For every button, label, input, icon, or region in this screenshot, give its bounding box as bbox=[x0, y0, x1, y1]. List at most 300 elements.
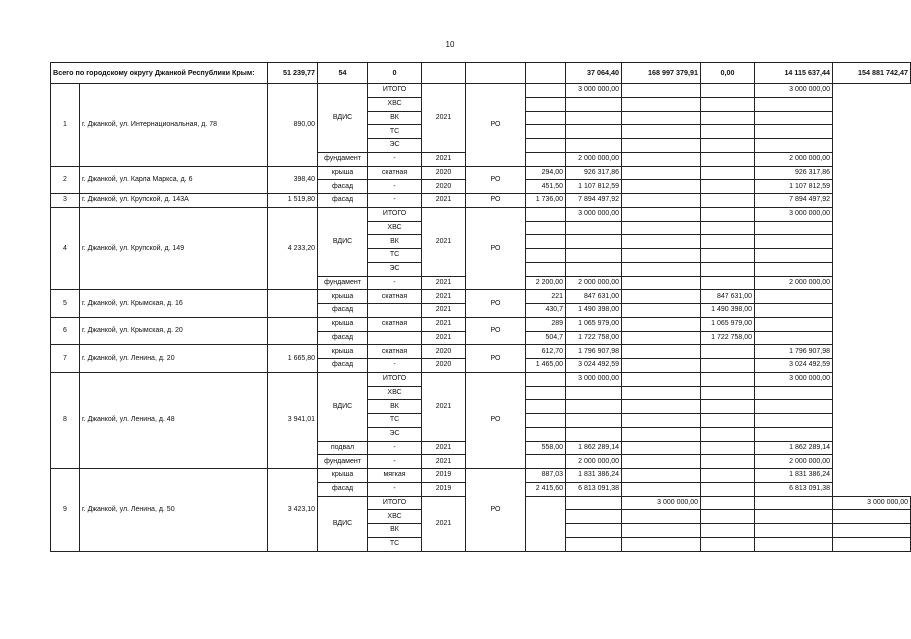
fund-3-cell bbox=[833, 537, 911, 551]
year-cell: 2021 bbox=[422, 331, 466, 345]
work-type-cell: фасад bbox=[318, 359, 368, 373]
qty-cell bbox=[526, 386, 566, 400]
fund-2-cell bbox=[701, 180, 755, 194]
fund-type-cell: РО bbox=[466, 207, 526, 290]
fund-1-cell bbox=[622, 139, 701, 153]
fund-1-cell bbox=[622, 372, 701, 386]
fund-2-cell bbox=[701, 441, 755, 455]
fund-type-cell: РО bbox=[466, 469, 526, 552]
material-cell: скатная bbox=[368, 290, 422, 304]
total-blank bbox=[526, 63, 566, 84]
work-type-cell: фасад bbox=[318, 482, 368, 496]
year-cell: 2021 bbox=[422, 194, 466, 208]
fund-type-cell: РО bbox=[466, 290, 526, 318]
qty-cell bbox=[526, 400, 566, 414]
fund-2-cell bbox=[701, 139, 755, 153]
qty-cell bbox=[566, 537, 622, 551]
cost-cell: 1 065 979,00 bbox=[566, 317, 622, 331]
fund-1-cell bbox=[622, 317, 701, 331]
year-cell: 2021 bbox=[422, 496, 466, 551]
year-cell: 2021 bbox=[422, 304, 466, 318]
fund-2-cell bbox=[755, 524, 833, 538]
total-row bbox=[51, 63, 911, 84]
work-group-cell: ВДИС bbox=[318, 496, 368, 551]
fund-2-cell bbox=[755, 537, 833, 551]
material-cell: ВК bbox=[368, 111, 422, 125]
row-number: 7 bbox=[51, 345, 80, 373]
fund-2-cell bbox=[701, 207, 755, 221]
qty-cell bbox=[566, 496, 622, 510]
fund-3-cell bbox=[755, 400, 833, 414]
fund-2-cell: 1 490 398,00 bbox=[701, 304, 755, 318]
area-cell bbox=[268, 290, 318, 318]
material-cell: - bbox=[368, 152, 422, 166]
fund-2-cell bbox=[701, 359, 755, 373]
material-cell: ТС bbox=[368, 537, 422, 551]
fund-1-cell bbox=[622, 400, 701, 414]
material-cell: скатная bbox=[368, 345, 422, 359]
row-number: 1 bbox=[51, 84, 80, 167]
fund-1-cell bbox=[622, 97, 701, 111]
row-number: 5 bbox=[51, 290, 80, 318]
cost-cell: 926 317,86 bbox=[566, 166, 622, 180]
qty-cell: 289 bbox=[526, 317, 566, 331]
cost-cell: 2 000 000,00 bbox=[566, 455, 622, 469]
address-cell: г. Джанкой, ул. Крымская, д. 20 bbox=[80, 317, 268, 345]
material-cell: ИТОГО bbox=[368, 84, 422, 98]
fund-2-cell bbox=[701, 427, 755, 441]
fund-1-cell bbox=[701, 496, 755, 510]
material-cell: мягкая bbox=[368, 469, 422, 483]
fund-2-cell bbox=[701, 482, 755, 496]
work-type-cell: крыша bbox=[318, 290, 368, 304]
cost-cell bbox=[566, 139, 622, 153]
qty-cell: 558,00 bbox=[526, 441, 566, 455]
fund-3-cell: 1 862 289,14 bbox=[755, 441, 833, 455]
work-group-cell: ВДИС bbox=[318, 372, 368, 441]
row-number: 8 bbox=[51, 372, 80, 468]
fund-3-cell bbox=[755, 111, 833, 125]
fund-2-cell bbox=[701, 455, 755, 469]
fund-2-cell: 1 722 758,00 bbox=[701, 331, 755, 345]
material-cell: скатная bbox=[368, 166, 422, 180]
row-number: 6 bbox=[51, 317, 80, 345]
year-cell: 2021 bbox=[422, 372, 466, 441]
qty-cell bbox=[526, 427, 566, 441]
cost-cell bbox=[566, 427, 622, 441]
fund-1-cell bbox=[701, 537, 755, 551]
table-row bbox=[51, 372, 911, 386]
year-cell: 2021 bbox=[422, 152, 466, 166]
material-cell: ЭС bbox=[368, 262, 422, 276]
year-cell: 2020 bbox=[422, 359, 466, 373]
qty-cell: 612,70 bbox=[526, 345, 566, 359]
fund-type-cell bbox=[526, 496, 566, 551]
fund-3-cell bbox=[755, 249, 833, 263]
row-number: 2 bbox=[51, 166, 80, 194]
fund-2-cell: 847 631,00 bbox=[701, 290, 755, 304]
work-type-cell: фундамент bbox=[318, 455, 368, 469]
table-row bbox=[51, 469, 911, 483]
fund-2-cell bbox=[701, 125, 755, 139]
cost-cell bbox=[566, 221, 622, 235]
area-cell: 398,40 bbox=[268, 166, 318, 194]
address-cell: г. Джанкой, ул. Интернациональная, д. 78 bbox=[80, 84, 268, 167]
work-type-cell: крыша bbox=[318, 317, 368, 331]
qty-cell bbox=[526, 221, 566, 235]
material-cell: - bbox=[368, 180, 422, 194]
total-label: Всего по городскому округу Джанкой Республики Крым: bbox=[51, 63, 268, 84]
cost-cell: 1 831 386,24 bbox=[566, 469, 622, 483]
table-row bbox=[51, 290, 911, 304]
fund-2-cell bbox=[701, 152, 755, 166]
fund-3-cell: 926 317,86 bbox=[755, 166, 833, 180]
qty-cell bbox=[526, 111, 566, 125]
work-type-cell: фундамент bbox=[318, 152, 368, 166]
fund-2-cell bbox=[701, 372, 755, 386]
material-cell: ХВС bbox=[368, 97, 422, 111]
cost-cell: 1 722 758,00 bbox=[566, 331, 622, 345]
year-cell: 2021 bbox=[422, 441, 466, 455]
fund-3-cell: 6 813 091,38 bbox=[755, 482, 833, 496]
fund-2-cell bbox=[701, 166, 755, 180]
fund-1-cell bbox=[622, 331, 701, 345]
qty-cell: 887,03 bbox=[526, 469, 566, 483]
fund-1-cell bbox=[622, 207, 701, 221]
fund-2-cell bbox=[755, 510, 833, 524]
total-fund-3: 154 881 742,47 bbox=[833, 63, 911, 84]
qty-cell bbox=[526, 455, 566, 469]
address-cell: г. Джанкой, ул. Крупской, д. 143А bbox=[80, 194, 268, 208]
qty-cell: 430,7 bbox=[526, 304, 566, 318]
area-cell: 4 233,20 bbox=[268, 207, 318, 290]
cost-cell: 3 000 000,00 bbox=[566, 372, 622, 386]
material-cell: - bbox=[368, 359, 422, 373]
fund-1-cell bbox=[622, 359, 701, 373]
fund-3-cell bbox=[755, 125, 833, 139]
work-type-cell: крыша bbox=[318, 166, 368, 180]
qty-cell: 504,7 bbox=[526, 331, 566, 345]
fund-3-cell: 3 000 000,00 bbox=[755, 207, 833, 221]
qty-cell: 2 415,60 bbox=[526, 482, 566, 496]
material-cell: - bbox=[368, 276, 422, 290]
year-cell: 2019 bbox=[422, 482, 466, 496]
fund-3-cell: 1 796 907,98 bbox=[755, 345, 833, 359]
row-number: 9 bbox=[51, 469, 80, 552]
fund-1-cell bbox=[622, 194, 701, 208]
fund-3-cell: 3 024 492,59 bbox=[755, 359, 833, 373]
table-row bbox=[51, 317, 911, 331]
fund-1-cell bbox=[622, 482, 701, 496]
fund-2-cell bbox=[701, 194, 755, 208]
qty-cell bbox=[526, 84, 566, 98]
fund-1-cell bbox=[622, 427, 701, 441]
fund-2-cell bbox=[701, 262, 755, 276]
cost-cell bbox=[566, 400, 622, 414]
material-cell: ВК bbox=[368, 400, 422, 414]
material-cell: ЭС bbox=[368, 427, 422, 441]
cost-cell: 7 894 497,92 bbox=[566, 194, 622, 208]
fund-3-cell: 7 894 497,92 bbox=[755, 194, 833, 208]
work-type-cell: фасад bbox=[318, 304, 368, 318]
year-cell: 2020 bbox=[422, 166, 466, 180]
work-type-cell: крыша bbox=[318, 345, 368, 359]
cost-cell bbox=[622, 537, 701, 551]
material-cell: ХВС bbox=[368, 510, 422, 524]
fund-1-cell bbox=[701, 510, 755, 524]
fund-3-cell: 3 000 000,00 bbox=[833, 496, 911, 510]
material-cell: ХВС bbox=[368, 386, 422, 400]
total-blank bbox=[466, 63, 526, 84]
material-cell: ВК bbox=[368, 235, 422, 249]
material-cell: ТС bbox=[368, 125, 422, 139]
fund-3-cell: 1 107 812,59 bbox=[755, 180, 833, 194]
total-blank bbox=[422, 63, 466, 84]
fund-type-cell: РО bbox=[466, 345, 526, 373]
material-cell: ХВС bbox=[368, 221, 422, 235]
cost-cell bbox=[566, 111, 622, 125]
material-cell: - bbox=[368, 455, 422, 469]
fund-1-cell bbox=[622, 276, 701, 290]
qty-cell: 1 465,00 bbox=[526, 359, 566, 373]
year-cell: 2021 bbox=[422, 276, 466, 290]
fund-3-cell: 2 000 000,00 bbox=[755, 152, 833, 166]
material-cell: - bbox=[368, 482, 422, 496]
address-cell: г. Джанкой, ул. Ленина, д. 50 bbox=[80, 469, 268, 552]
work-type-cell: фасад bbox=[318, 194, 368, 208]
table-row bbox=[51, 345, 911, 359]
year-cell: 2021 bbox=[422, 290, 466, 304]
cost-cell bbox=[566, 125, 622, 139]
cost-cell: 1 490 398,00 bbox=[566, 304, 622, 318]
total-zero: 0 bbox=[368, 63, 422, 84]
fund-1-cell bbox=[701, 524, 755, 538]
qty-cell bbox=[526, 97, 566, 111]
table-row bbox=[51, 194, 911, 208]
fund-2-cell bbox=[701, 111, 755, 125]
work-type-cell: фундамент bbox=[318, 276, 368, 290]
cost-cell: 2 000 000,00 bbox=[566, 276, 622, 290]
material-cell: ТС bbox=[368, 414, 422, 428]
fund-2-cell bbox=[701, 235, 755, 249]
fund-2-cell bbox=[701, 97, 755, 111]
area-cell: 3 941,01 bbox=[268, 372, 318, 468]
fund-1-cell bbox=[622, 180, 701, 194]
fund-1-cell bbox=[622, 166, 701, 180]
fund-2-cell bbox=[755, 496, 833, 510]
fund-2-cell: 1 065 979,00 bbox=[701, 317, 755, 331]
fund-2-cell bbox=[701, 400, 755, 414]
table-row bbox=[51, 207, 911, 221]
qty-cell bbox=[526, 207, 566, 221]
fund-3-cell bbox=[755, 386, 833, 400]
cost-cell bbox=[566, 262, 622, 276]
fund-2-cell bbox=[701, 221, 755, 235]
cost-cell: 3 000 000,00 bbox=[566, 84, 622, 98]
work-type-cell: подвал bbox=[318, 441, 368, 455]
fund-1-cell bbox=[622, 345, 701, 359]
cost-cell bbox=[566, 235, 622, 249]
fund-1-cell bbox=[622, 386, 701, 400]
fund-2-cell bbox=[701, 84, 755, 98]
area-cell bbox=[268, 317, 318, 345]
work-group-cell: ВДИС bbox=[318, 84, 368, 153]
material-cell: скатная bbox=[368, 317, 422, 331]
total-qty: 37 064,40 bbox=[566, 63, 622, 84]
fund-1-cell bbox=[622, 235, 701, 249]
qty-cell: 1 736,00 bbox=[526, 194, 566, 208]
qty-cell bbox=[526, 125, 566, 139]
row-number: 4 bbox=[51, 207, 80, 290]
year-cell: 2020 bbox=[422, 180, 466, 194]
cost-cell: 1 862 289,14 bbox=[566, 441, 622, 455]
year-cell: 2020 bbox=[422, 345, 466, 359]
qty-cell bbox=[566, 524, 622, 538]
fund-type-cell: РО bbox=[466, 317, 526, 345]
cost-cell bbox=[566, 414, 622, 428]
fund-3-cell bbox=[755, 290, 833, 304]
fund-3-cell bbox=[755, 139, 833, 153]
fund-2-cell bbox=[701, 386, 755, 400]
area-cell: 890,00 bbox=[268, 84, 318, 167]
material-cell: ИТОГО bbox=[368, 496, 422, 510]
fund-type-cell: РО bbox=[466, 372, 526, 468]
total-fund-1: 0,00 bbox=[701, 63, 755, 84]
address-cell: г. Джанкой, ул. Ленина, д. 20 bbox=[80, 345, 268, 373]
fund-3-cell: 3 000 000,00 bbox=[755, 372, 833, 386]
cost-cell: 3 024 492,59 bbox=[566, 359, 622, 373]
fund-3-cell bbox=[755, 304, 833, 318]
material-cell: - bbox=[368, 194, 422, 208]
total-area: 51 239,77 bbox=[268, 63, 318, 84]
material-cell: ИТОГО bbox=[368, 207, 422, 221]
material-cell: ЭС bbox=[368, 139, 422, 153]
cost-cell: 3 000 000,00 bbox=[622, 496, 701, 510]
qty-cell bbox=[526, 235, 566, 249]
fund-3-cell bbox=[755, 317, 833, 331]
cost-cell: 1 107 812,59 bbox=[566, 180, 622, 194]
material-cell: ТС bbox=[368, 249, 422, 263]
area-cell: 3 423,10 bbox=[268, 469, 318, 552]
cost-cell bbox=[566, 249, 622, 263]
year-cell: 2021 bbox=[422, 207, 466, 276]
fund-3-cell: 2 000 000,00 bbox=[755, 276, 833, 290]
fund-3-cell bbox=[755, 235, 833, 249]
address-cell: г. Джанкой, ул. Карла Маркса, д. 6 bbox=[80, 166, 268, 194]
work-group-cell: ВДИС bbox=[318, 207, 368, 276]
repair-program-table bbox=[50, 62, 911, 552]
fund-3-cell bbox=[755, 262, 833, 276]
material-cell bbox=[368, 304, 422, 318]
fund-1-cell bbox=[622, 111, 701, 125]
address-cell: г. Джанкой, ул. Ленина, д. 48 bbox=[80, 372, 268, 468]
year-cell: 2021 bbox=[422, 317, 466, 331]
fund-2-cell bbox=[701, 469, 755, 483]
fund-3-cell: 3 000 000,00 bbox=[755, 84, 833, 98]
address-cell: г. Джанкой, ул. Крымская, д. 16 bbox=[80, 290, 268, 318]
fund-3-cell bbox=[755, 331, 833, 345]
fund-1-cell bbox=[622, 290, 701, 304]
address-cell: г. Джанкой, ул. Крупской, д. 149 bbox=[80, 207, 268, 290]
year-cell: 2019 bbox=[422, 469, 466, 483]
fund-1-cell bbox=[622, 152, 701, 166]
fund-1-cell bbox=[622, 262, 701, 276]
qty-cell: 2 200,00 bbox=[526, 276, 566, 290]
total-cost: 168 997 379,91 bbox=[622, 63, 701, 84]
qty-cell bbox=[566, 510, 622, 524]
fund-3-cell bbox=[755, 97, 833, 111]
fund-3-cell: 2 000 000,00 bbox=[755, 455, 833, 469]
cost-cell: 2 000 000,00 bbox=[566, 152, 622, 166]
fund-1-cell bbox=[622, 125, 701, 139]
fund-3-cell bbox=[833, 510, 911, 524]
row-number: 3 bbox=[51, 194, 80, 208]
fund-1-cell bbox=[622, 441, 701, 455]
fund-3-cell bbox=[755, 414, 833, 428]
fund-1-cell bbox=[622, 414, 701, 428]
material-cell bbox=[368, 331, 422, 345]
cost-cell bbox=[622, 510, 701, 524]
material-cell: ВК bbox=[368, 524, 422, 538]
cost-cell: 847 631,00 bbox=[566, 290, 622, 304]
cost-cell bbox=[622, 524, 701, 538]
qty-cell: 221 bbox=[526, 290, 566, 304]
fund-2-cell bbox=[701, 249, 755, 263]
table-row bbox=[51, 166, 911, 180]
fund-1-cell bbox=[622, 221, 701, 235]
page-number: 10 bbox=[445, 40, 455, 49]
qty-cell: 451,50 bbox=[526, 180, 566, 194]
fund-type-cell: РО bbox=[466, 84, 526, 167]
qty-cell bbox=[526, 414, 566, 428]
total-count: 54 bbox=[318, 63, 368, 84]
qty-cell bbox=[526, 152, 566, 166]
material-cell: ИТОГО bbox=[368, 372, 422, 386]
work-type-cell: фасад bbox=[318, 331, 368, 345]
area-cell: 1 519,80 bbox=[268, 194, 318, 208]
year-cell: 2021 bbox=[422, 455, 466, 469]
qty-cell bbox=[526, 139, 566, 153]
cost-cell: 6 813 091,38 bbox=[566, 482, 622, 496]
material-cell: - bbox=[368, 441, 422, 455]
fund-type-cell: РО bbox=[466, 194, 526, 208]
cost-cell bbox=[566, 97, 622, 111]
fund-3-cell bbox=[833, 524, 911, 538]
work-type-cell: фасад bbox=[318, 180, 368, 194]
fund-1-cell bbox=[622, 249, 701, 263]
area-cell: 1 665,80 bbox=[268, 345, 318, 373]
work-type-cell: крыша bbox=[318, 469, 368, 483]
fund-2-cell bbox=[701, 414, 755, 428]
qty-cell bbox=[526, 372, 566, 386]
qty-cell bbox=[526, 249, 566, 263]
fund-1-cell bbox=[622, 455, 701, 469]
fund-3-cell bbox=[755, 427, 833, 441]
total-fund-2: 14 115 637,44 bbox=[755, 63, 833, 84]
fund-1-cell bbox=[622, 469, 701, 483]
year-cell: 2021 bbox=[422, 84, 466, 153]
cost-cell bbox=[566, 386, 622, 400]
cost-cell: 3 000 000,00 bbox=[566, 207, 622, 221]
fund-2-cell bbox=[701, 276, 755, 290]
qty-cell: 294,00 bbox=[526, 166, 566, 180]
qty-cell bbox=[526, 262, 566, 276]
fund-type-cell: РО bbox=[466, 166, 526, 194]
fund-1-cell bbox=[622, 304, 701, 318]
cost-cell: 1 796 907,98 bbox=[566, 345, 622, 359]
fund-3-cell bbox=[755, 221, 833, 235]
fund-3-cell: 1 831 386,24 bbox=[755, 469, 833, 483]
